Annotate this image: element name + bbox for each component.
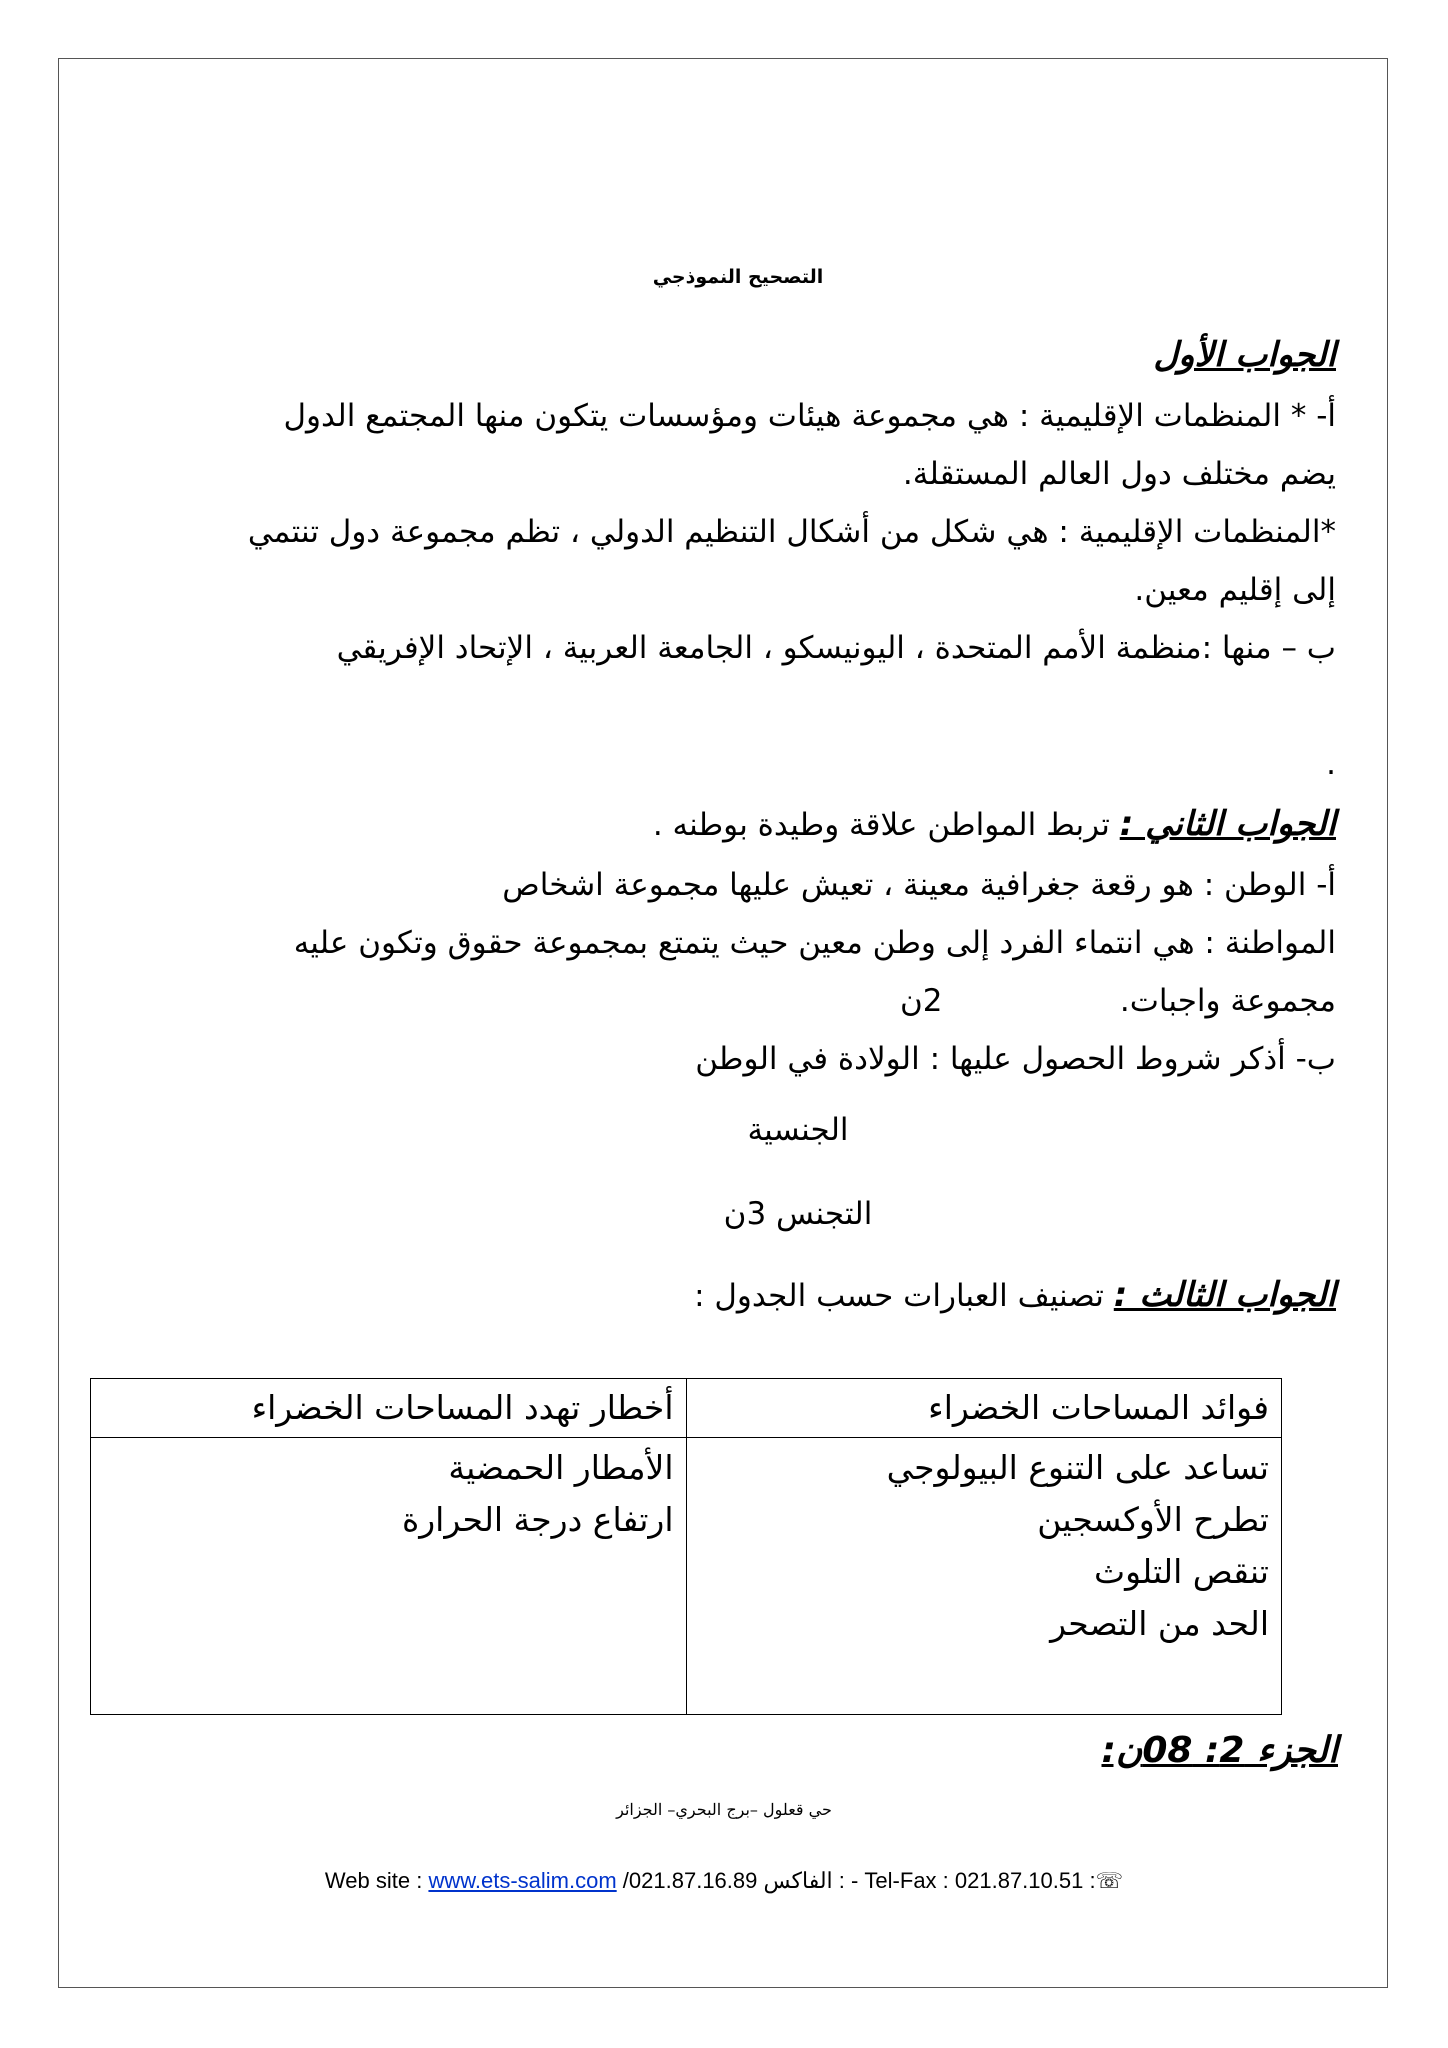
answer2-nationality: الجنسية xyxy=(747,1112,849,1148)
answer3-heading-line xyxy=(140,1264,1336,1327)
document-title: التصحيح النموذجي xyxy=(652,266,824,288)
list-item: الأمطار الحمضية xyxy=(448,1448,674,1487)
table-cell-benefits xyxy=(686,1438,1282,1715)
answer2-heading-line xyxy=(140,793,1336,856)
list-item: ارتفاع درجة الحرارة xyxy=(401,1500,674,1539)
list-item: تنقص التلوث xyxy=(1094,1552,1269,1591)
answer2-naturalization: التجنس 3ن xyxy=(723,1196,873,1232)
list-item: الحد من التصحر xyxy=(1050,1604,1269,1643)
answer2-intro: تربط المواطن علاقة وطيدة بوطنه . xyxy=(652,807,1110,843)
answer2-line-4: ب- أذكر شروط الحصول عليها : الولادة في الوطن xyxy=(695,1041,1336,1077)
answer3-heading: الجواب الثالث : xyxy=(1113,1275,1336,1315)
answer1-line-5: ب – منها :منظمة الأمم المتحدة ، اليونيسكو ، الجامعة العربية ، الإتحاد الإفريقي xyxy=(336,630,1336,666)
footer-contact xyxy=(0,1868,1448,1894)
list-item: تطرح الأوكسجين xyxy=(1037,1500,1269,1539)
answer3-intro: تصنيف العبارات حسب الجدول : xyxy=(694,1278,1104,1314)
table-cell-threats xyxy=(91,1438,687,1715)
table-header-row xyxy=(91,1379,1282,1438)
list-item: تساعد على التنوع البيولوجي xyxy=(886,1448,1269,1487)
answer1-trailing-dot: . xyxy=(1326,746,1336,782)
answer2-line-3: مجموعة واجبات. 2ن xyxy=(900,983,1336,1019)
classification-table xyxy=(90,1378,1282,1715)
answer1-heading: الجواب الأول xyxy=(1153,335,1336,375)
answer2-heading: الجواب الثاني : xyxy=(1119,804,1336,844)
table-header-threats: أخطار تهدد المساحات الخضراء xyxy=(91,1379,687,1438)
table-header-benefits: فوائد المساحات الخضراء xyxy=(686,1379,1282,1438)
part2-heading: الجزء 2: 08ن: xyxy=(1101,1730,1338,1771)
answer1-line-2: يضم مختلف دول العالم المستقلة. xyxy=(902,456,1336,492)
answer1-line-4: إلى إقليم معين. xyxy=(1134,572,1336,608)
answer2-line-2: المواطنة : هي انتماء الفرد إلى وطن معين حيث يتمتع بمجموعة حقوق وتكون عليه xyxy=(293,925,1336,961)
answer1-line-1: أ- * المنظمات الإقليمية : هي مجموعة هيئات ومؤسسات يتكون منها المجتمع الدول xyxy=(283,398,1336,434)
document-body xyxy=(140,250,1336,1327)
table-row xyxy=(91,1438,1282,1715)
answer1-heading-line xyxy=(140,324,1336,387)
footer-address: حي قعلول –برج البحري– الجزائر xyxy=(616,1800,832,1819)
footer-contact-suffix: /021.87.16.89 الفاكس : - Tel-Fax : 021.87.10.51 :☏ xyxy=(616,1868,1124,1893)
answer2-line-1: أ- الوطن : هو رقعة جغرافية معينة ، تعيش عليها مجموعة اشخاص xyxy=(502,867,1336,903)
footer-contact-prefix: Web site : xyxy=(324,1868,429,1893)
website-link[interactable]: www.ets-salim.com xyxy=(428,1868,617,1893)
answer1-line-3: *المنظمات الإقليمية : هي شكل من أشكال التنظيم الدولي ، تظم مجموعة دول تنتمي xyxy=(247,514,1336,550)
